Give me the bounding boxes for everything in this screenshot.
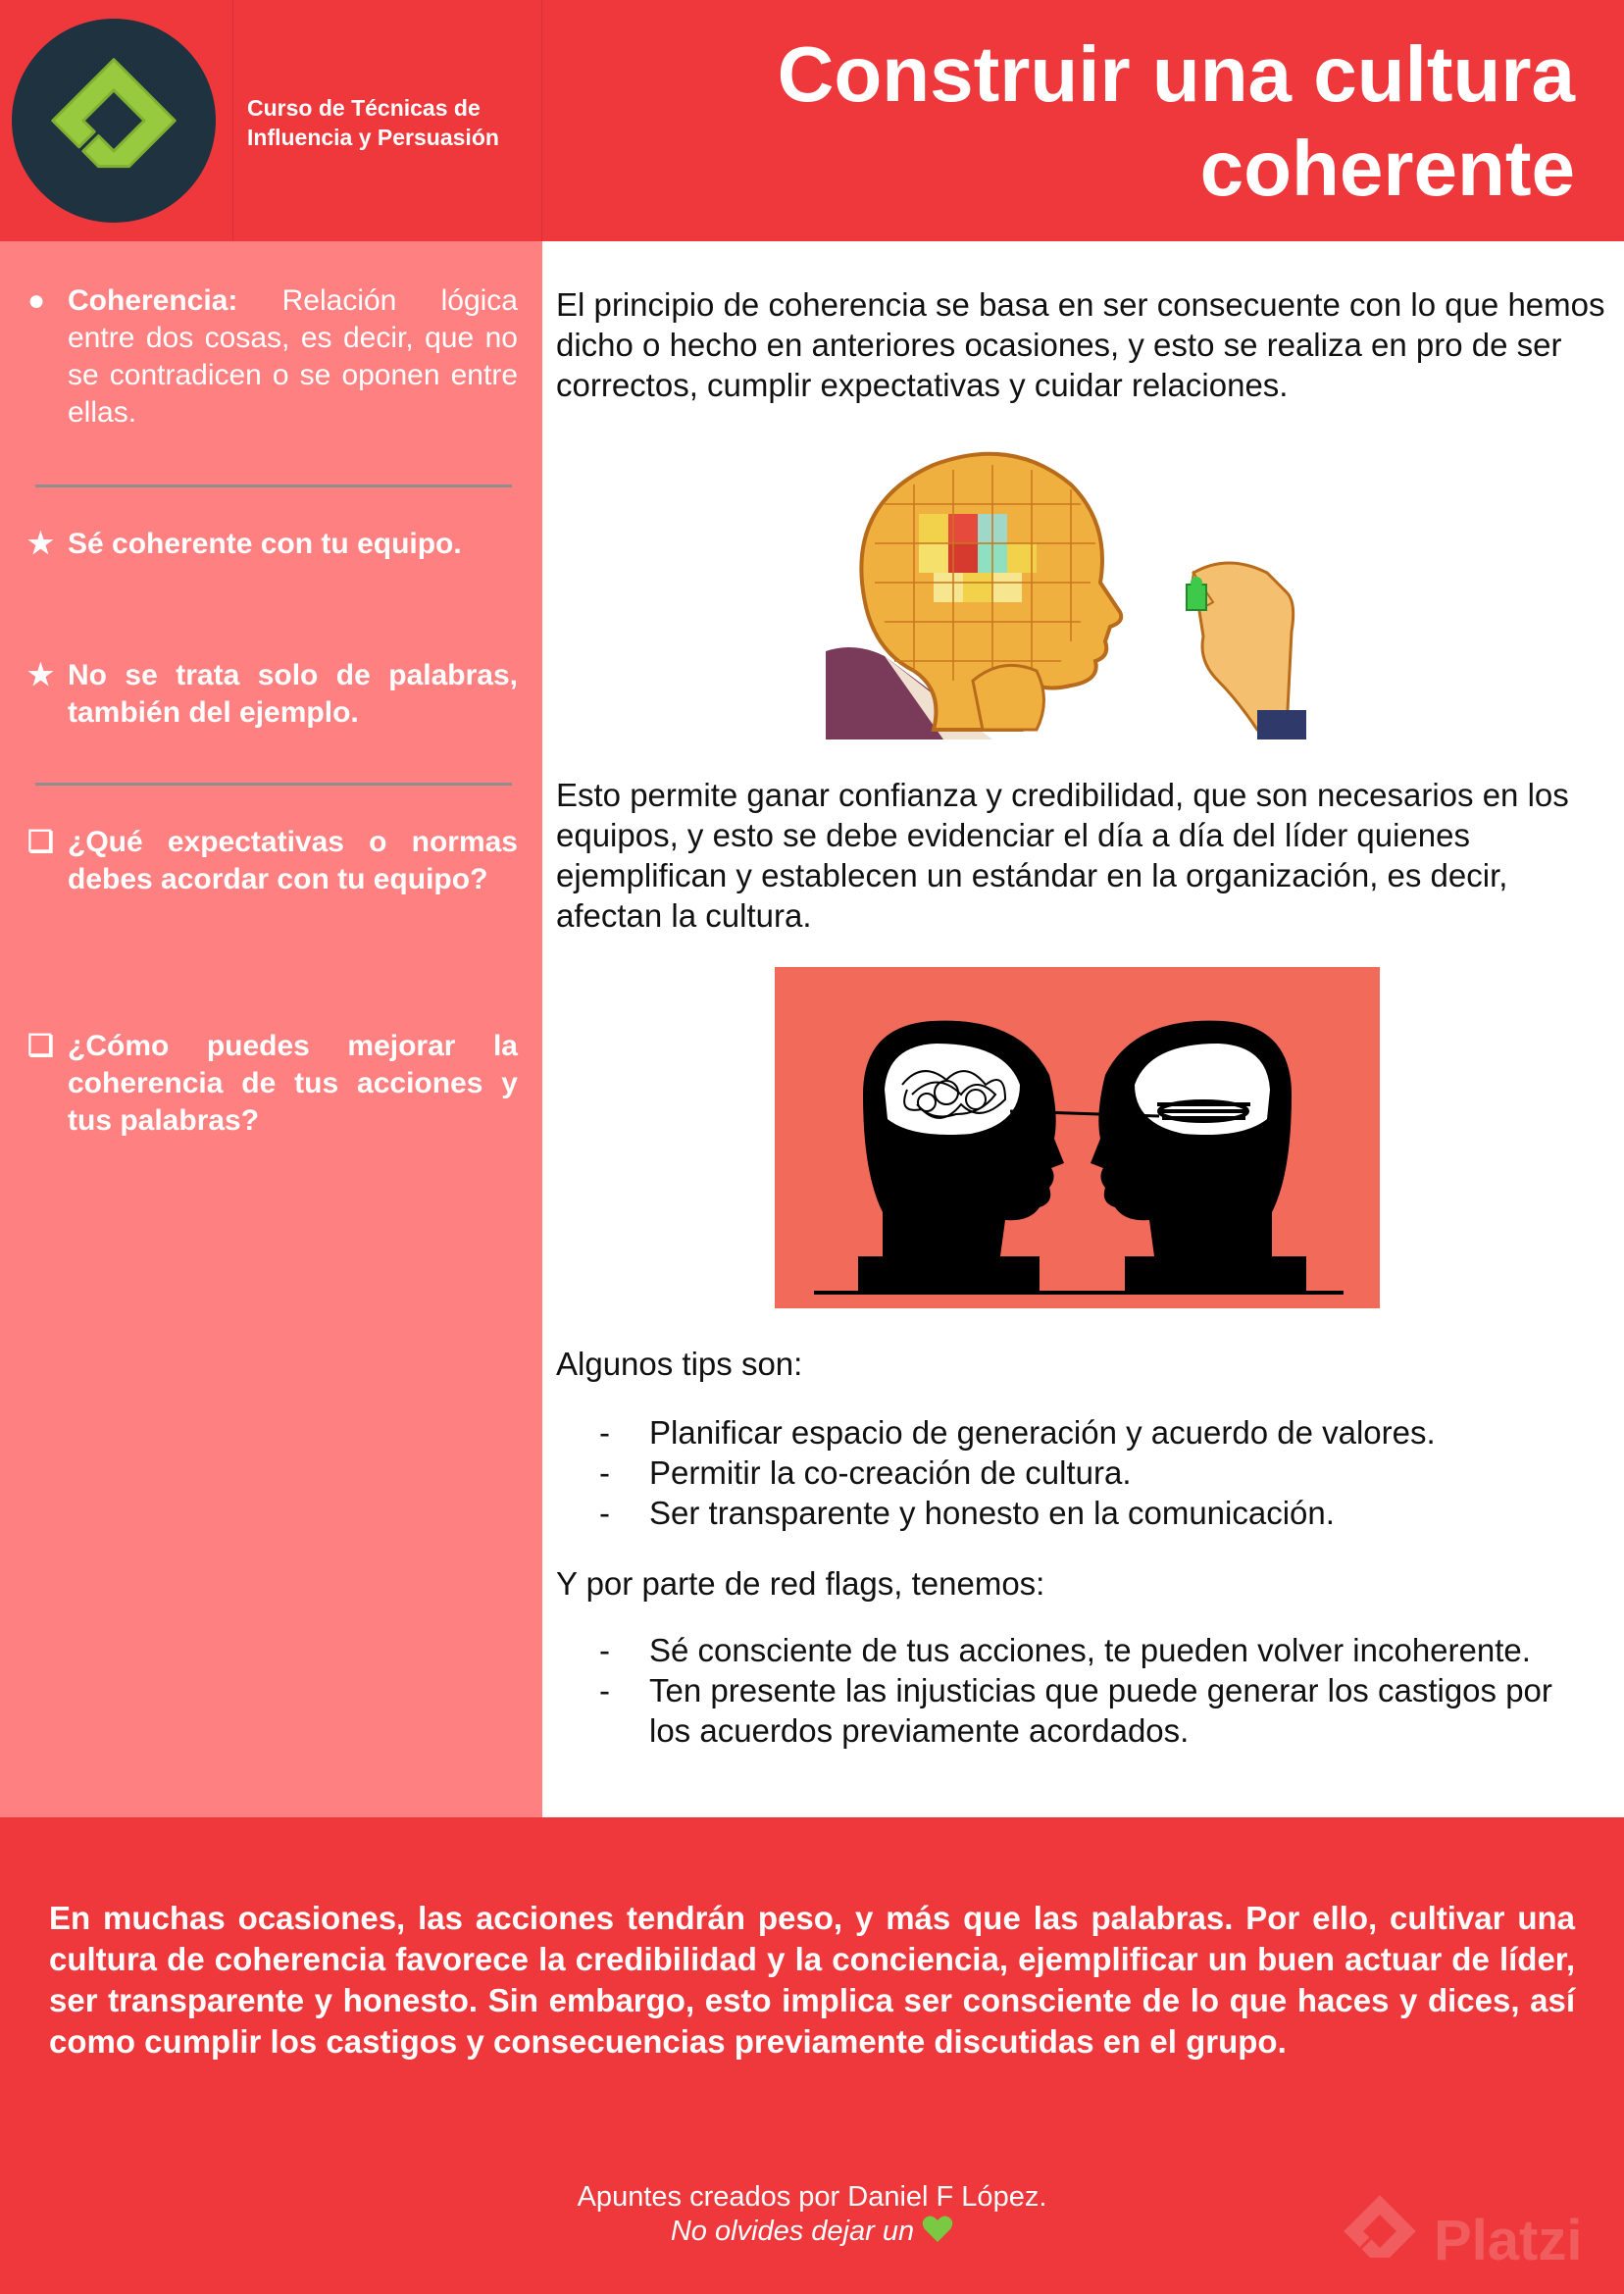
bullet-icon: ● — [27, 284, 46, 317]
question-item — [27, 824, 518, 898]
course-cell — [233, 0, 542, 241]
question-item — [27, 1028, 518, 1140]
checkbox-icon: ❏ — [27, 1030, 54, 1062]
definition-item — [27, 282, 518, 432]
list-item-text: Ten presente las injusticias que puede generar los castigos por los acuerdos previamente acordados. — [649, 1672, 1552, 1749]
list-item — [599, 1670, 1599, 1751]
divider — [35, 783, 512, 786]
list-item — [599, 1630, 1599, 1670]
conclusion-paragraph: En muchas ocasiones, las acciones tendrán peso, y más que las palabras. Por ello, cultivar una cultura de coherencia favorece la credibilidad y la conciencia, ejemplificar un buen actuar de líder, ser transparente y honesto. Sin embargo, esto implica ser consciente de lo que haces y dices, así como cumplir los castigos y consecuencias previamente discutidas en el grupo. — [49, 1900, 1575, 2060]
two-heads-icon — [775, 967, 1380, 1308]
list-item — [599, 1493, 1599, 1533]
dash-marker: - — [599, 1495, 610, 1531]
list-item — [599, 1412, 1599, 1453]
checkbox-icon: ❏ — [27, 826, 54, 858]
star-item — [27, 526, 518, 563]
green-heart-icon — [922, 2215, 953, 2253]
tips-list — [599, 1412, 1599, 1533]
intro-paragraph: El principio de coherencia se basa en ser consecuente con lo que hemos dicho o hecho en anteriores ocasiones, y esto se realiza en pro de ser correctos, cumplir expectativas y cuidar relaciones. — [556, 286, 1605, 403]
main-content — [542, 241, 1624, 1817]
page-title: Construir una cultura coherente — [777, 30, 1575, 212]
platzi-logo-icon — [12, 19, 216, 223]
dash-marker: - — [599, 1454, 610, 1491]
second-paragraph: Esto permite ganar confianza y credibilidad, que son necesarios en los equipos, y esto se debe evidenciar el día a día del líder quienes ejemplifican y establecen un estándar en la organización, es decir, afectan la cultura. — [556, 777, 1569, 934]
credits-reminder: No olvides dejar un — [670, 2216, 915, 2247]
star-item — [27, 657, 518, 732]
footer — [0, 1817, 1624, 2294]
dash-marker: - — [599, 1414, 610, 1451]
star-item-text: No se trata solo de palabras, también del ejemplo. — [68, 659, 518, 729]
platzi-watermark — [1336, 2182, 1624, 2280]
logo-cell — [0, 0, 233, 241]
question-text: ¿Cómo puedes mejorar la coherencia de tus acciones y tus palabras? — [68, 1030, 518, 1137]
sidebar — [0, 241, 542, 1817]
star-icon: ★ — [27, 528, 54, 560]
dash-marker: - — [599, 1672, 610, 1708]
star-icon: ★ — [27, 659, 54, 691]
tips-intro: Algunos tips son: — [556, 1346, 803, 1382]
credits-author: Apuntes creados por Daniel F López. — [577, 2181, 1047, 2213]
dash-marker: - — [599, 1632, 610, 1668]
list-item-text: Planificar espacio de generación y acuerdo de valores. — [649, 1414, 1436, 1451]
flags-list — [599, 1630, 1599, 1751]
question-text: ¿Qué expectativas o normas debes acordar con tu equipo? — [68, 826, 518, 895]
definition-text: Relación lógica entre dos cosas, es decir, que no se contradicen o se oponen entre ellas. — [68, 284, 518, 429]
definition-term: Coherencia: — [68, 284, 238, 317]
watermark-text: Platzi — [1434, 2209, 1583, 2272]
header — [0, 0, 1624, 241]
course-title: Curso de Técnicas de Influencia y Persuasión — [247, 95, 499, 150]
list-item-text: Sé consciente de tus acciones, te pueden volver incoherente. — [649, 1632, 1531, 1668]
flags-intro: Y por parte de red flags, tenemos: — [556, 1565, 1045, 1602]
list-item — [599, 1453, 1599, 1493]
divider — [35, 484, 512, 487]
list-item-text: Ser transparente y honesto en la comunicación. — [649, 1495, 1335, 1531]
list-item-text: Permitir la co-creación de cultura. — [649, 1454, 1132, 1491]
star-item-text: Sé coherente con tu equipo. — [68, 528, 462, 560]
puzzle-head-icon — [826, 445, 1331, 739]
